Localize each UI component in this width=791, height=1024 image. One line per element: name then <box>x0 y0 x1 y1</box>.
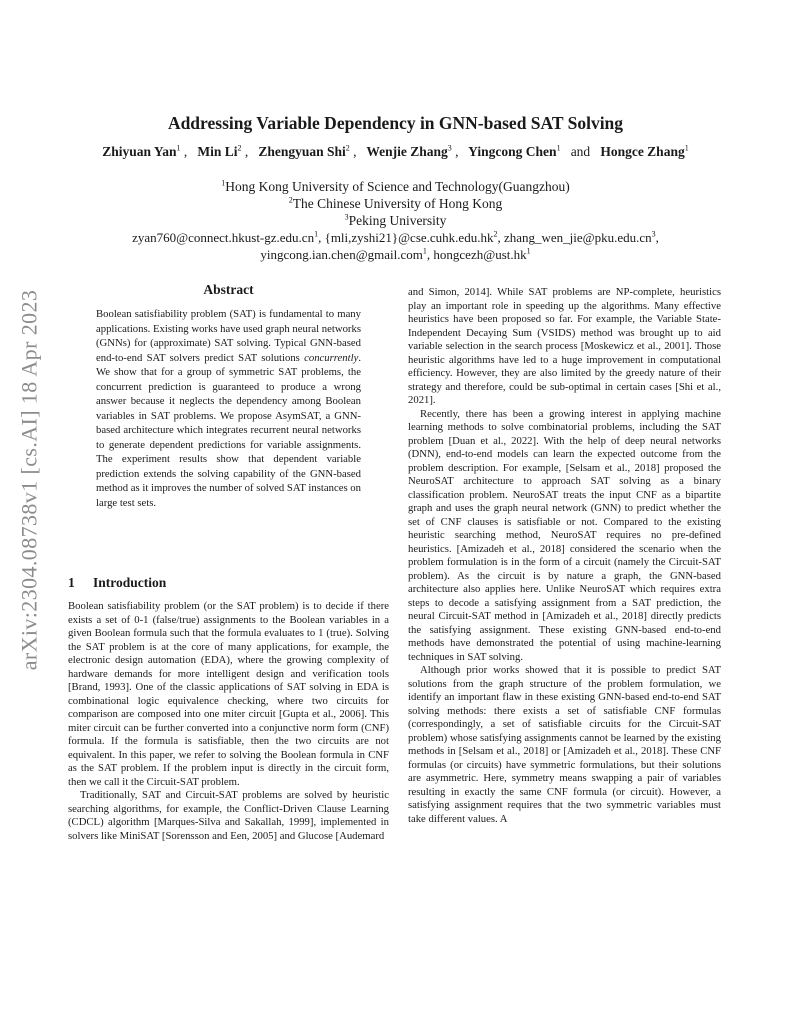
affiliation-1 <box>0 178 791 195</box>
author-affiliation-mark: 1 <box>176 143 181 153</box>
author-name: Min Li <box>197 144 238 159</box>
arxiv-watermark <box>12 280 46 680</box>
affiliation-2 <box>0 195 791 212</box>
email: hongcezh@ust.hk <box>433 247 527 262</box>
email: zhang_wen_jie@pku.edu.cn <box>503 230 652 245</box>
author-name: Wenjie Zhang <box>366 144 448 159</box>
section-title: Introduction <box>93 575 167 590</box>
author-affiliation-mark: 2 <box>237 143 242 153</box>
affiliation-name: The Chinese University of Hong Kong <box>292 196 503 211</box>
right-paragraph-2: Recently, there has been a growing interest in applying machine learning methods to solve combinatorial problems, including the SAT problem [Duan et al., 2022]. With the help of deep neural networks (DNN), end-to-end models can learn the expected outcome from the problem description. For example, [Selsam et al., 2018] proposed the NeuroSAT architecture to approach SAT solving as a binary classification problem. NeuroSAT treats the input CNF as a bipartite graph and uses the graph neural network (GNN) to predict whether the set of CNF clauses is satisfiable or not. Compared to the existing heuristic searching method, NeuroSAT requires no pre-defined heuristics. [Amizadeh et al., 2018] considered the scenario when the problem formulation is in the form of a circuit (namely the Circuit-SAT problem). As the circuit is by nature a graph, the GNN-based architecture also applies here. Unlike NeuroSAT which requires extra steps to decode a satisfying assignment from a SAT prediction, the neural Circuit-SAT method in [Amizadeh et al., 2018] directly predicts the satisfying assignment. These existing GNN-based end-to-end methods have demonstrated the potential of using machine-learning techniques in SAT solving. <box>408 407 721 663</box>
email: {mli,zyshi21}@cse.cuhk.edu.hk <box>324 230 494 245</box>
abstract-text-part: . We show that for a group of symmetric SAT problems, the concurrent prediction is guaranteed to produce a wrong answer because it neglects the dependency among Boolean variables in SAT problems. We propose AsymSAT, a GNN-based architecture which integrates recurrent neural networks to generate dependent predictions for variable assignments. The experiment results show that dependent variable prediction extends the solving capability of the GNN-based method as it improves the number of solved SAT instances on large test sets. <box>96 351 361 509</box>
abstract-text-part: Boolean satisfiability problem (SAT) is fundamental to many applications. Existing works have used graph neural networks (GNNs) for (approximate) SAT solving. Typical GNN-based end-to-end SAT solvers predict SAT solutions <box>96 308 361 364</box>
affiliation-name: Hong Kong University of Science and Technology(Guangzhou) <box>225 179 570 194</box>
affiliation-name: Peking University <box>348 213 447 228</box>
intro-paragraph-1: Boolean satisfiability problem (or the SAT problem) is to decide if there exists a set of 0-1 (false/true) assignments to the Boolean variables in a given Boolean formula such that the formula evaluates to 1 (true). Solving the SAT problem is at the core of many applications, for example, the electronic design automation (EDA), where the growing complexity of hardware demands for more intelligent design and verification tools [Brand, 1993]. One of the classic applications of SAT solving in EDA is combinational logic equivalence checking, where two circuits for comparison are composed into one miter circuit [Gupta et al., 2006]. This miter circuit can be further converted into a conjunctive norm form (CNF) formula. If the formula is satisfiable, then the two circuits are not equivalent. In this paper, we refer to solving the Boolean formula in CNF as the SAT problem. If the problem input is directly in the circuit form, then we call it the Circuit-SAT problem. <box>68 600 389 788</box>
author-list: Zhiyuan Yan$^1$ , Min Li$^2$ , Zhengyuan Shi$^2$ , Wenjie Zhang$^3$ , Yingcong Chen$^1$ and Hongce Zhang$^1$ <box>102 143 689 159</box>
author-and: and <box>570 144 591 159</box>
intro-paragraph-2: Traditionally, SAT and Circuit-SAT problems are solved by heuristic searching algorithms, for example, the Conflict-Driven Clause Learning (CDCL) algorithm [Marques-Silva and Sakallah, 1999], implemented in solvers like MiniSAT [Sorensson and Een, 2005] and Glucose [Audemard <box>68 789 389 842</box>
author-affiliation-mark: 1 <box>684 143 689 153</box>
author-name: Zhengyuan Shi <box>258 144 346 159</box>
right-column-body <box>408 286 721 826</box>
author-emails: $zyan760@connect.hkust-gz.edu.cn^1$, $\{mli,zyshi21\}@cse.cuhk.edu.hk^2$, $zhang\_wen\_jie@pku.edu.cn^3$, yingcong.ian.chen@gmail.com$^1$, $hongcezh@ust.hk^1$ <box>132 229 659 262</box>
email-affiliation-mark: 2 <box>493 229 498 239</box>
email-affiliation-mark: 3 <box>651 229 656 239</box>
section-number: 1 <box>68 575 75 590</box>
author-name: Yingcong Chen <box>468 144 557 159</box>
abstract-text <box>96 307 361 510</box>
left-column-body <box>68 600 389 843</box>
abstract-emphasis: concurrently <box>304 351 359 364</box>
email: zyan760@connect.hkust-gz.edu.cn <box>132 230 315 245</box>
author-affiliation-mark: 3 <box>447 143 452 153</box>
right-paragraph-1: and Simon, 2014]. While SAT problems are NP-complete, heuristics play an important role in speeding up the algorithms. Many effective heuristics have been proposed so far. For example, the Variable State-Independent Decaying Sum (VSIDS) method was brought up to aid variable selection in the search process [Moskewicz et al., 2001]. Those heuristic algorithms have led to a huge improvement in computational efficiency. However, they are also limited by the greedy nature of their strategy and therefore, could be sub-optimal in certain cases [Shi et al., 2021]. <box>408 286 721 406</box>
affiliation-3 <box>0 212 791 229</box>
affiliation-number: 3 <box>344 212 349 222</box>
arxiv-watermark-text: arXiv:2304.08738v1 [cs.AI] 18 Apr 2023 <box>16 289 42 671</box>
affiliation-number: 1 <box>221 178 226 188</box>
paper-title: Addressing Variable Dependency in GNN-based SAT Solving <box>167 113 624 133</box>
email: yingcong.ian.chen@gmail.com <box>260 247 423 262</box>
email-affiliation-mark: 1 <box>526 246 531 256</box>
email-affiliation-mark: 1 <box>422 246 427 256</box>
section-heading-introduction <box>68 575 166 591</box>
author-name: Hongce Zhang <box>600 144 685 159</box>
author-affiliation-mark: 2 <box>345 143 350 153</box>
author-name: Zhiyuan Yan <box>102 144 177 159</box>
email-affiliation-mark: 1 <box>314 229 319 239</box>
right-paragraph-3: Although prior works showed that it is possible to predict SAT solutions from the graph structure of the problem formulation, we identify an important flaw in these existing GNN-based end-to-end SAT solving methods: there exists a set of satisfiable CNF formulas (correspondingly, a set of satisfiable circuits for the Circuit-SAT problem) whose satisfying assignments cannot be learned by the existing methods in [Selsam et al., 2018] or [Amizadeh et al., 2018]. These CNF formulas (or circuits) have symmetric formulations, but their solutions are asymmetric. Here, symmetry means swapping a pair of variables resulting in exactly the same CNF formula (or circuit). However, a satisfying assignment requires that the two symmetric variables must take different values. A <box>408 664 721 825</box>
affiliation-number: 2 <box>288 195 293 205</box>
abstract-heading: Abstract <box>203 282 254 297</box>
author-affiliation-mark: 1 <box>556 143 561 153</box>
